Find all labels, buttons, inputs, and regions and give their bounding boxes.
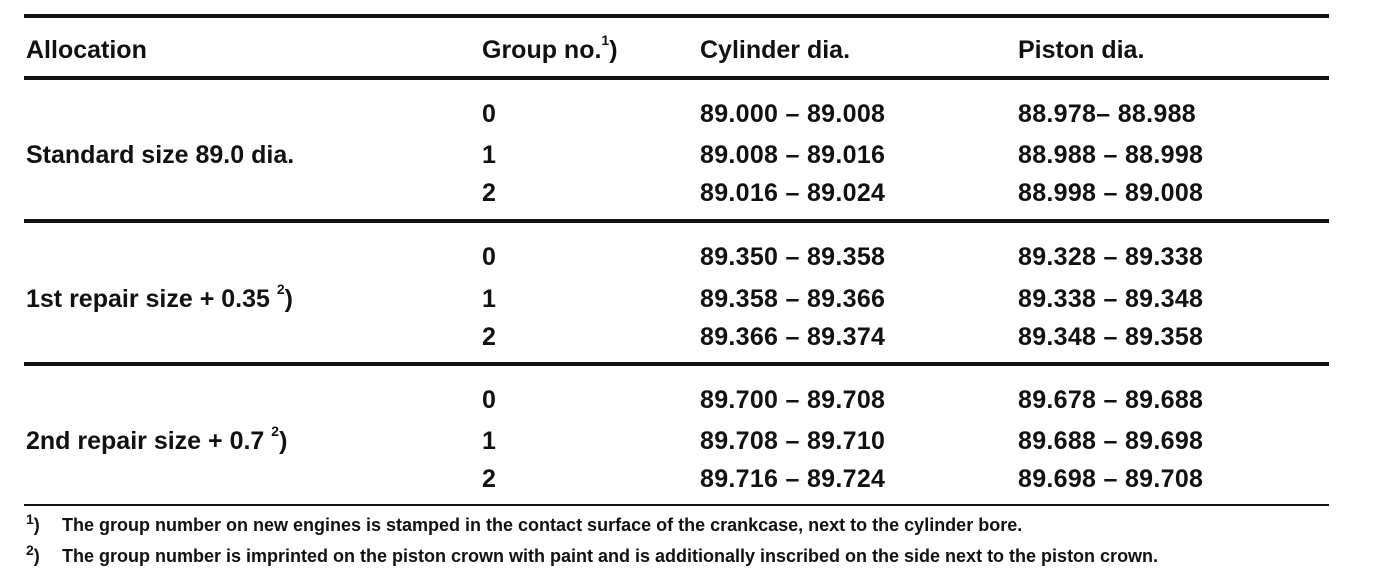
cylinder-dia-range: 89.708 – 89.710 <box>700 427 886 455</box>
group-number: 0 <box>482 100 497 128</box>
footnote-ref: 1 <box>601 32 610 48</box>
allocation-label: Standard size 89.0 dia. <box>26 141 295 169</box>
allocation-label: 1st repair size + 0.35 <box>26 285 277 313</box>
footnote-mark <box>26 511 62 536</box>
cylinder-dia-range: 89.016 – 89.024 <box>700 179 886 207</box>
group-number: 2 <box>482 465 497 493</box>
cylinder-dia-range: 89.700 – 89.708 <box>700 386 886 414</box>
group-number: 0 <box>482 243 497 271</box>
footnote-ref-paren: ) <box>284 285 293 313</box>
group-number: 1 <box>482 141 497 169</box>
header-allocation: Allocation <box>26 36 147 64</box>
piston-dia-range: 89.698 – 89.708 <box>1018 465 1204 493</box>
piston-dia-range: 88.998 – 89.008 <box>1018 179 1204 207</box>
group-number: 1 <box>482 427 497 455</box>
cylinder-dia-range: 89.366 – 89.374 <box>700 323 886 351</box>
piston-dia-range: 89.678 – 89.688 <box>1018 386 1204 414</box>
footnote-ref: 2 <box>276 281 285 297</box>
cylinder-dia-range: 89.350 – 89.358 <box>700 243 886 271</box>
footnote-paren: ) <box>33 546 40 566</box>
group-number: 1 <box>482 285 497 313</box>
group-divider-rule <box>24 362 1329 366</box>
piston-dia-range: 89.338 – 89.348 <box>1018 285 1204 313</box>
piston-dia-range: 88.988 – 88.998 <box>1018 141 1204 169</box>
piston-dia-range: 88.978– 88.988 <box>1018 100 1196 128</box>
header-group-no-text: Group no. <box>482 36 602 64</box>
footnote-2 <box>26 542 1159 567</box>
footnote-1 <box>26 511 1023 536</box>
group-number: 2 <box>482 323 497 351</box>
allocation-label: 2nd repair size + 0.7 <box>26 427 272 455</box>
header-piston-dia: Piston dia. <box>1018 36 1145 64</box>
cylinder-dia-range: 89.358 – 89.366 <box>700 285 886 313</box>
piston-dia-range: 89.688 – 89.698 <box>1018 427 1204 455</box>
group-number: 0 <box>482 386 497 414</box>
cylinder-dia-range: 89.716 – 89.724 <box>700 465 886 493</box>
header-cylinder-dia: Cylinder dia. <box>700 36 851 64</box>
piston-dia-range: 89.348 – 89.358 <box>1018 323 1204 351</box>
table-bottom-rule <box>24 504 1329 506</box>
footnote-ref: 2 <box>271 423 280 439</box>
cylinder-dia-range: 89.000 – 89.008 <box>700 100 886 128</box>
footnote-ref-paren: ) <box>279 427 288 455</box>
footnote-text: The group number is imprinted on the piston crown with paint and is additionally inscribed on the side next to the piston crown. <box>62 546 1159 566</box>
group-divider-rule <box>24 219 1329 223</box>
group-number: 2 <box>482 179 497 207</box>
table-top-rule <box>24 14 1329 18</box>
allocation-1st-repair-size <box>26 281 293 314</box>
piston-dia-range: 89.328 – 89.338 <box>1018 243 1204 271</box>
footnote-number: 2 <box>26 542 34 558</box>
footnote-text: The group number on new engines is stamped in the contact surface of the crankcase, next to the cylinder bore. <box>62 515 1023 535</box>
header-bottom-rule <box>24 76 1329 80</box>
footnote-mark <box>26 542 62 567</box>
footnote-ref-paren: ) <box>609 36 618 64</box>
header-group-no <box>482 32 618 65</box>
allocation-standard-size <box>26 141 294 170</box>
cylinder-dia-range: 89.008 – 89.016 <box>700 141 886 169</box>
allocation-2nd-repair-size <box>26 423 288 456</box>
footnote-paren: ) <box>33 515 40 535</box>
footnote-number: 1 <box>26 511 34 527</box>
